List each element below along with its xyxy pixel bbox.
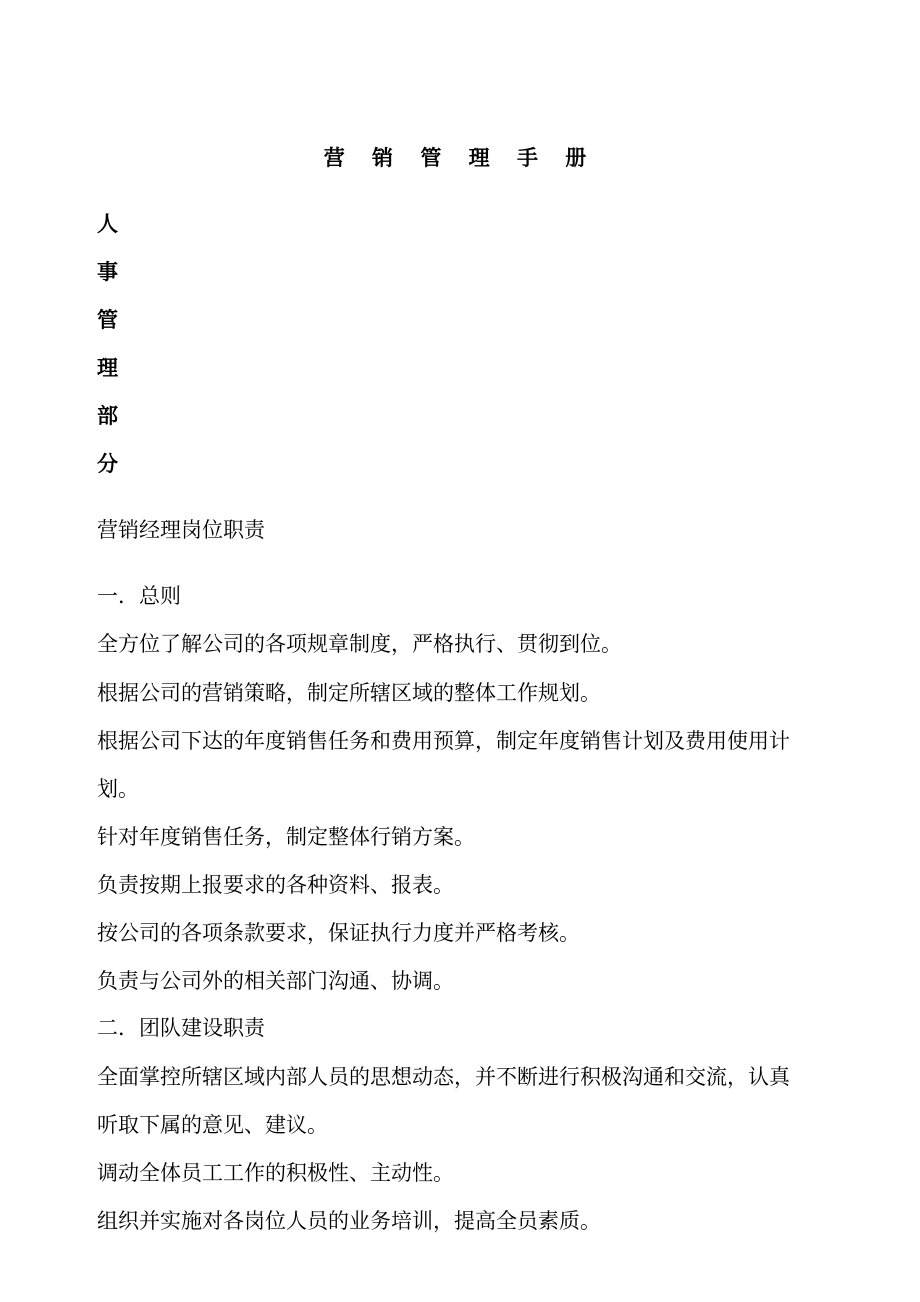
- paragraph-line: 根据公司下达的年度销售任务和费用预算，制定年度销售计划及费用使用计: [97, 729, 790, 753]
- paragraph-line: 听取下属的意见、建议。: [97, 1113, 328, 1137]
- paragraph-line: 负责按期上报要求的各种资料、报表。: [97, 873, 454, 897]
- paragraph-line: 根据公司的营销策略，制定所辖区域的整体工作规划。: [97, 681, 601, 705]
- section-heading-char: 部: [97, 403, 118, 428]
- clause-heading: 二．团队建设职责: [97, 1016, 265, 1040]
- section-heading-char: 管: [97, 307, 118, 332]
- paragraph-line: 划。: [97, 777, 139, 801]
- section-heading-char: 事: [97, 259, 118, 284]
- document-title: 营 销 管 理 手 册: [323, 145, 597, 170]
- paragraph-line: 全面掌控所辖区域内部人员的思想动态，并不断进行积极沟通和交流，认真: [97, 1065, 790, 1089]
- section-heading-vertical: [97, 210, 127, 498]
- paragraph-line: 全方位了解公司的各项规章制度，严格执行、贯彻到位。: [97, 632, 622, 656]
- paragraph-line: 调动全体员工工作的积极性、主动性。: [97, 1161, 454, 1185]
- section-heading-char: 理: [97, 355, 118, 380]
- paragraph-line: 负责与公司外的相关部门沟通、协调。: [97, 969, 454, 993]
- paragraph-line: 针对年度销售任务，制定整体行销方案。: [97, 825, 475, 849]
- clause-heading: 一．总则: [97, 584, 181, 608]
- paragraph-line: 按公司的各项条款要求，保证执行力度并严格考核。: [97, 921, 580, 945]
- section-heading-char: 人: [97, 211, 118, 236]
- section-heading-char: 分: [97, 451, 118, 476]
- paragraph-line: 组织并实施对各岗位人员的业务培训，提高全员素质。: [97, 1209, 601, 1233]
- subsection-title: 营销经理岗位职责: [97, 518, 265, 542]
